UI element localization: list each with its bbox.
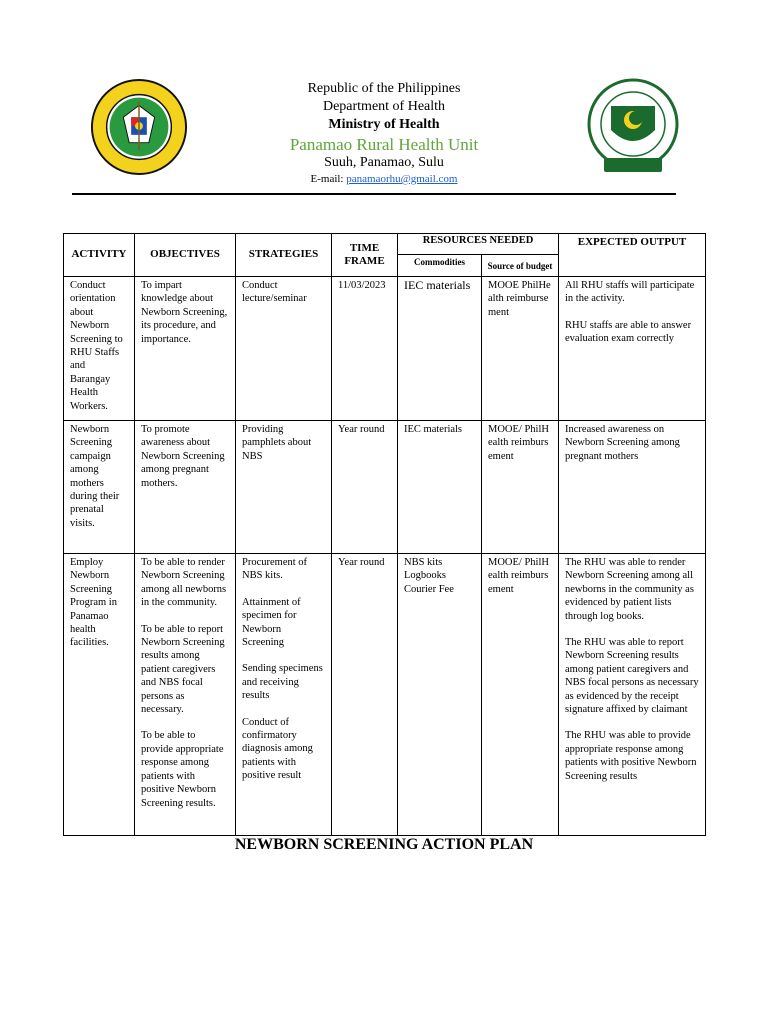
objectives-cell — [135, 554, 236, 836]
strategy-text: Procurement of NBS kits. — [242, 557, 308, 582]
strategy-text: Conduct lecture/seminar — [242, 280, 307, 305]
header-source-of-budget: Source of budget — [482, 255, 559, 277]
commodities-cell: IEC materials — [398, 421, 482, 554]
header-ministry: Ministry of Health — [328, 117, 440, 132]
action-plan-table — [63, 233, 706, 836]
strategies-cell — [236, 554, 332, 836]
source-cell: MOOE/ PhilHealth reimbursement — [482, 554, 559, 836]
letterhead — [0, 0, 768, 200]
table-row — [64, 277, 706, 421]
objectives-cell — [135, 421, 236, 554]
strategy-text: Conduct of confirmatory diagnosis among patients with positive result — [242, 716, 313, 782]
activity-cell: Conduct orientation about Newborn Screening to RHU Staffs and Barangay Health Workers. — [64, 277, 135, 421]
expected-text: Increased awareness on Newborn Screening among pregnant mothers — [565, 424, 680, 462]
objectives-cell — [135, 277, 236, 421]
commodities-cell: IEC materials — [398, 277, 482, 421]
strategies-cell — [236, 277, 332, 421]
source-cell: MOOE/ PhilHealth reimbursement — [482, 421, 559, 554]
header-address: Suuh, Panamao, Sulu — [324, 155, 444, 170]
time-frame-cell: Year round — [332, 554, 398, 836]
strategies-cell — [236, 421, 332, 554]
header-commodities: Commodities — [398, 255, 482, 277]
header-activity: ACTIVITY — [64, 234, 135, 277]
header-republic: Republic of the Philippines — [307, 81, 461, 96]
objective-text: To be able to report Newborn Screening results among patient caregivers and NBS focal persons as necessary. — [141, 623, 225, 716]
objective-text: To promote awareness about Newborn Screening among pregnant mothers. — [141, 424, 225, 489]
header-department: Department of Health — [322, 99, 446, 114]
doh-seal-logo — [90, 78, 188, 176]
strategy-text: Attainment of specimen for Newborn Screening — [242, 596, 301, 649]
commodities-cell: NBS kits Logbooks Courier Fee — [398, 554, 482, 836]
expected-output-cell — [559, 277, 706, 421]
header-email-line — [200, 173, 568, 185]
expected-output-cell — [559, 554, 706, 836]
expected-text: The RHU was able to report Newborn Screening results among patient caregivers and NBS focal persons as necessary as evidenced by the receipt signature affixed by claimant — [565, 637, 699, 716]
header-time-frame: TIME FRAME — [332, 234, 398, 277]
document-title: NEWBORN SCREENING ACTION PLAN — [234, 836, 534, 853]
expected-text: The RHU was able to render Newborn Screening among all newborns in the community as evidenced by patient lists through log books. — [565, 557, 694, 622]
ministry-of-health-seal-logo — [586, 78, 680, 182]
table-row — [64, 421, 706, 554]
header-divider — [72, 193, 676, 195]
table-row — [64, 554, 706, 836]
source-cell: MOOE PhilHealth reimbursement — [482, 277, 559, 421]
expected-text: The RHU was able to provide appropriate response among patients with positive Newborn Screening results — [565, 730, 697, 782]
time-frame-cell: 11/03/2023 — [332, 277, 398, 421]
expected-text: All RHU staffs will participate in the activity. — [565, 280, 695, 305]
activity-cell: Newborn Screening campaign among mothers during their prenatal visits. — [64, 421, 135, 554]
header-unit-name: Panamao Rural Health Unit — [289, 135, 479, 154]
email-link[interactable]: panamaorhu@gmail.com — [346, 173, 458, 185]
time-frame-cell: Year round — [332, 421, 398, 554]
strategy-text: Providing pamphlets about NBS — [242, 424, 312, 462]
expected-text: RHU staffs are able to answer evaluation exam correctly — [565, 319, 692, 345]
header-expected-output: EXPECTED OUTPUT — [559, 234, 706, 277]
email-label: E-mail: — [310, 173, 344, 185]
activity-cell: Employ Newborn Screening Program in Panamao health facilities. — [64, 554, 135, 836]
header-objectives: OBJECTIVES — [135, 234, 236, 277]
strategy-text: Sending specimens and receiving results — [242, 663, 323, 702]
header-resources-needed: RESOURCES NEEDED — [398, 234, 559, 255]
objective-text: To impart knowledge about Newborn Screening, its procedure, and importance. — [141, 280, 228, 345]
objective-text: To be able to provide appropriate response among patients with positive Newborn Screening results. — [141, 730, 224, 809]
header-strategies: STRATEGIES — [236, 234, 332, 277]
objective-text: To be able to render Newborn Screening among all newborns in the community. — [141, 557, 227, 609]
expected-output-cell — [559, 421, 706, 554]
